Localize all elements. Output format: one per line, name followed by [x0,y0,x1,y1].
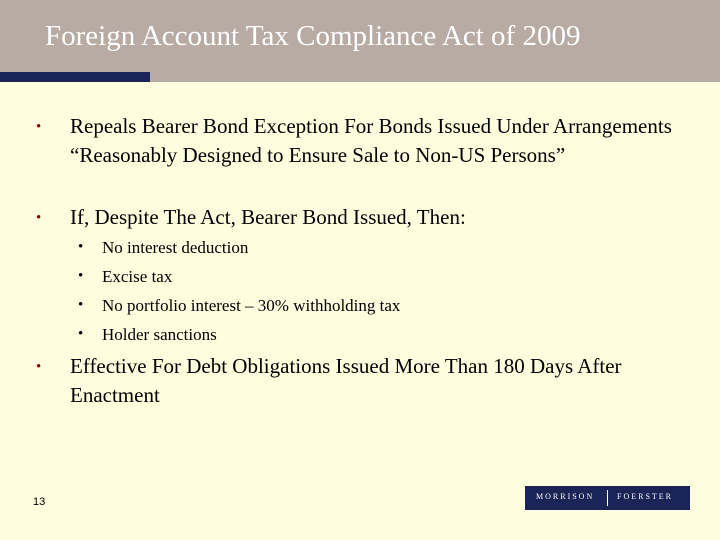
sub-bullet-text: No interest deduction [102,238,249,257]
page-number: 13 [33,496,46,508]
sub-bullet-dot: • [78,326,84,342]
bullet-dot: • [36,119,42,135]
bullet-item [36,112,676,170]
logo-separator [607,490,608,506]
sub-bullet-item [78,320,638,349]
sub-bullet-text: Excise tax [102,267,173,286]
logo-text-left: MORRISON [536,492,595,501]
sub-bullet-item [78,262,638,291]
sub-bullet-dot: • [78,297,84,313]
bullet-text: If, Despite The Act, Bearer Bond Issued, Then: [70,205,466,229]
bullet-item [36,203,676,232]
bullet-text: Repeals Bearer Bond Exception For Bonds Issued Under Arrangements “Reasonably Designed to Ensure Sale to Non-US Persons” [70,114,672,167]
bullet-dot: • [36,210,42,226]
sub-bullet-item [78,233,638,262]
sub-bullet-dot: • [78,268,84,284]
logo-text-right: FOERSTER [617,492,674,501]
bullet-dot: • [36,359,42,375]
sub-bullet-text: No portfolio interest – 30% withholding tax [102,296,401,315]
slide-title: Foreign Account Tax Compliance Act of 2009 [45,20,581,52]
morrison-foerster-logo [525,486,690,510]
sub-bullet-text: Holder sanctions [102,325,217,344]
bullet-text: Effective For Debt Obligations Issued More Than 180 Days After Enactment [70,354,622,407]
sub-bullet-dot: • [78,239,84,255]
sub-bullet-item [78,291,638,320]
bullet-item [36,352,676,410]
